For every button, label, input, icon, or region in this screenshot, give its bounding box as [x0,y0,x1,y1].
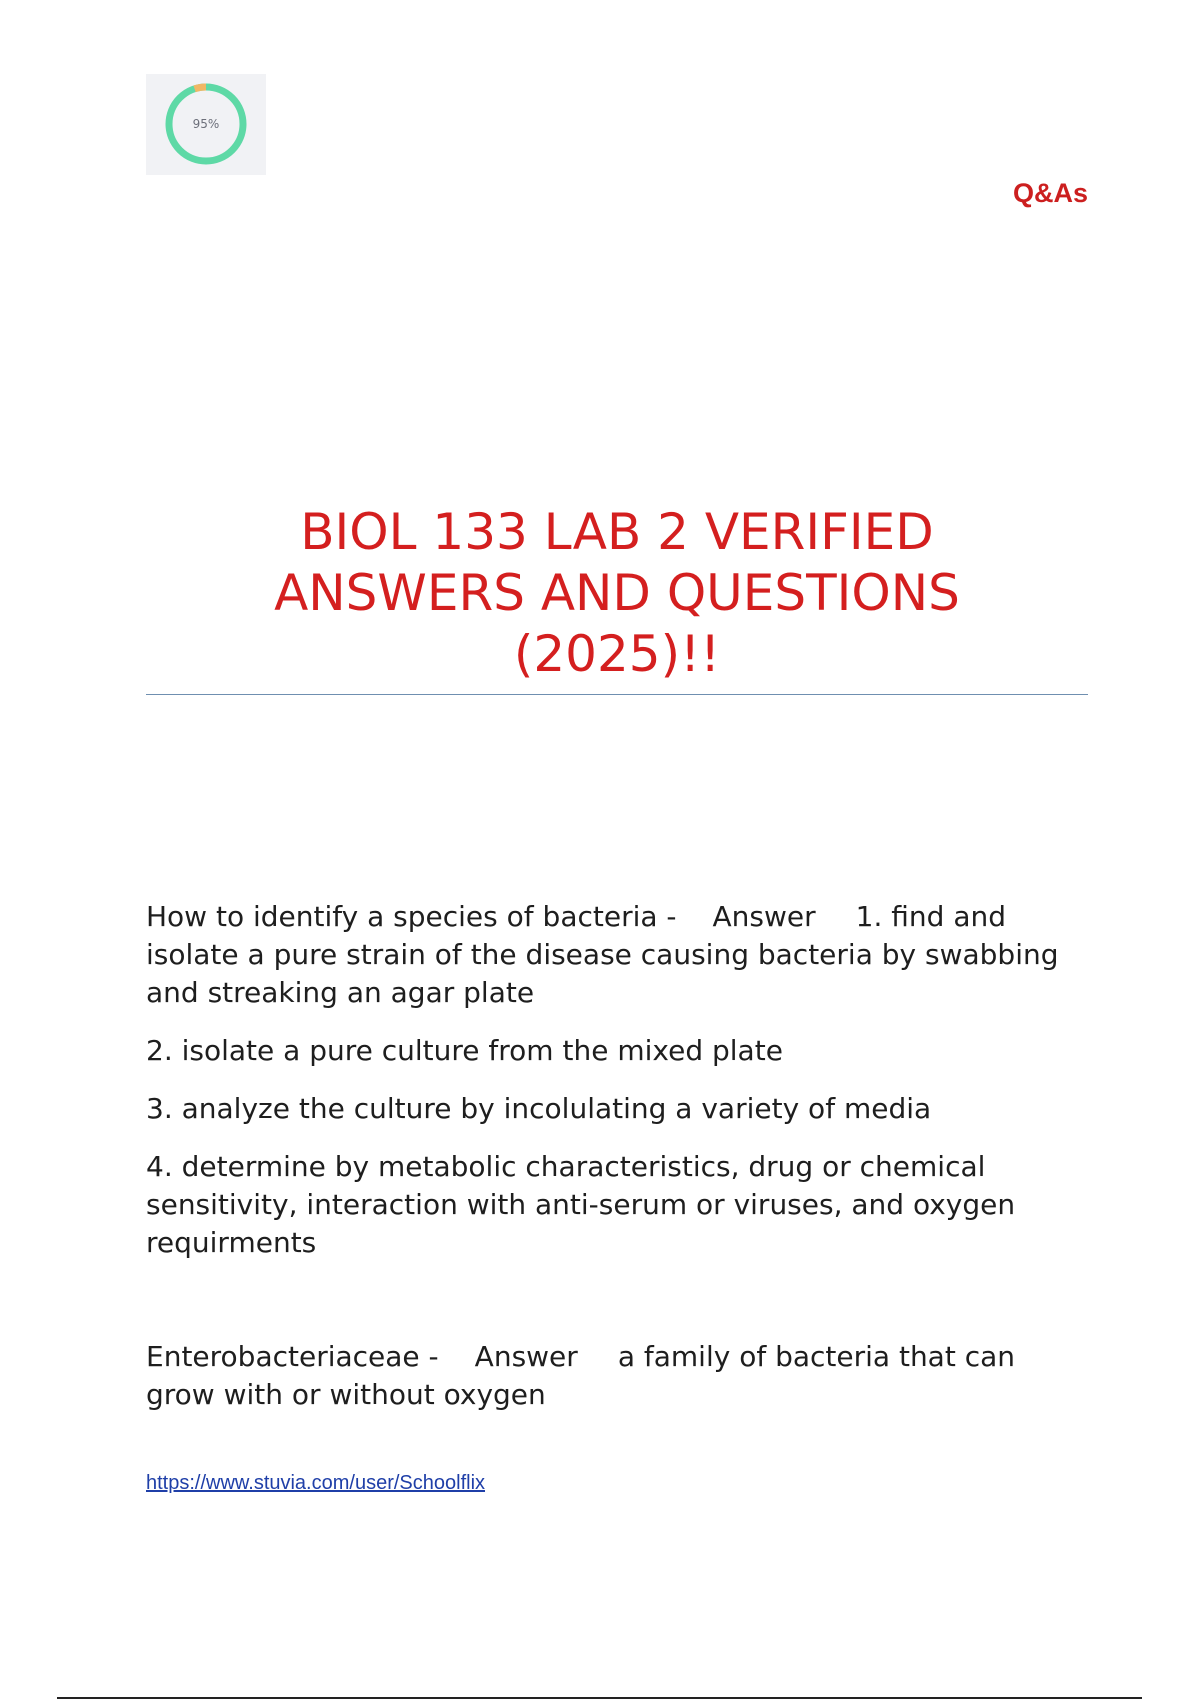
qa-answer: 1. find and isolate a pure strain of the disease causing bacteria by swabbing and streaking an agar plate [146,900,1059,1009]
qa-step: 2. isolate a pure culture from the mixed plate [146,1034,783,1067]
document-tag: Q&As [1012,178,1088,208]
footer-link[interactable]: https://www.stuvia.com/user/Schoolflix [146,1472,486,1494]
qa-question: Enterobacteriaceae - [146,1340,439,1373]
title-line-2: ANSWERS AND QUESTIONS [274,564,960,622]
qa-step: 4. determine by metabolic characteristics, drug or chemical sensitivity, interaction with anti-serum or viruses, and oxygen requirments [146,1150,1016,1259]
title-line-1: BIOL 133 LAB 2 VERIFIED [300,503,934,561]
qa-item [146,898,1088,1262]
qa-item [146,1338,1088,1414]
qa-question-answer [146,1338,1088,1414]
progress-ring-icon [162,80,250,168]
qa-question-answer [146,898,1088,1012]
qa-question: How to identify a species of bacteria - [146,900,677,933]
qa-answer-label: Answer [712,900,816,933]
title-line-3: (2025)!! [513,625,721,683]
qa-answer: a family of bacteria that can grow with or without oxygen [146,1340,1016,1411]
progress-ring-remainder [195,87,206,89]
document-title [146,502,1088,685]
qa-answer-label: Answer [474,1340,578,1373]
progress-percent-label: 95% [192,117,220,131]
progress-badge [146,74,266,175]
qa-step: 3. analyze the culture by incolulating a variety of media [146,1092,932,1125]
page-bottom-divider [57,1697,1142,1699]
title-divider [146,694,1088,695]
